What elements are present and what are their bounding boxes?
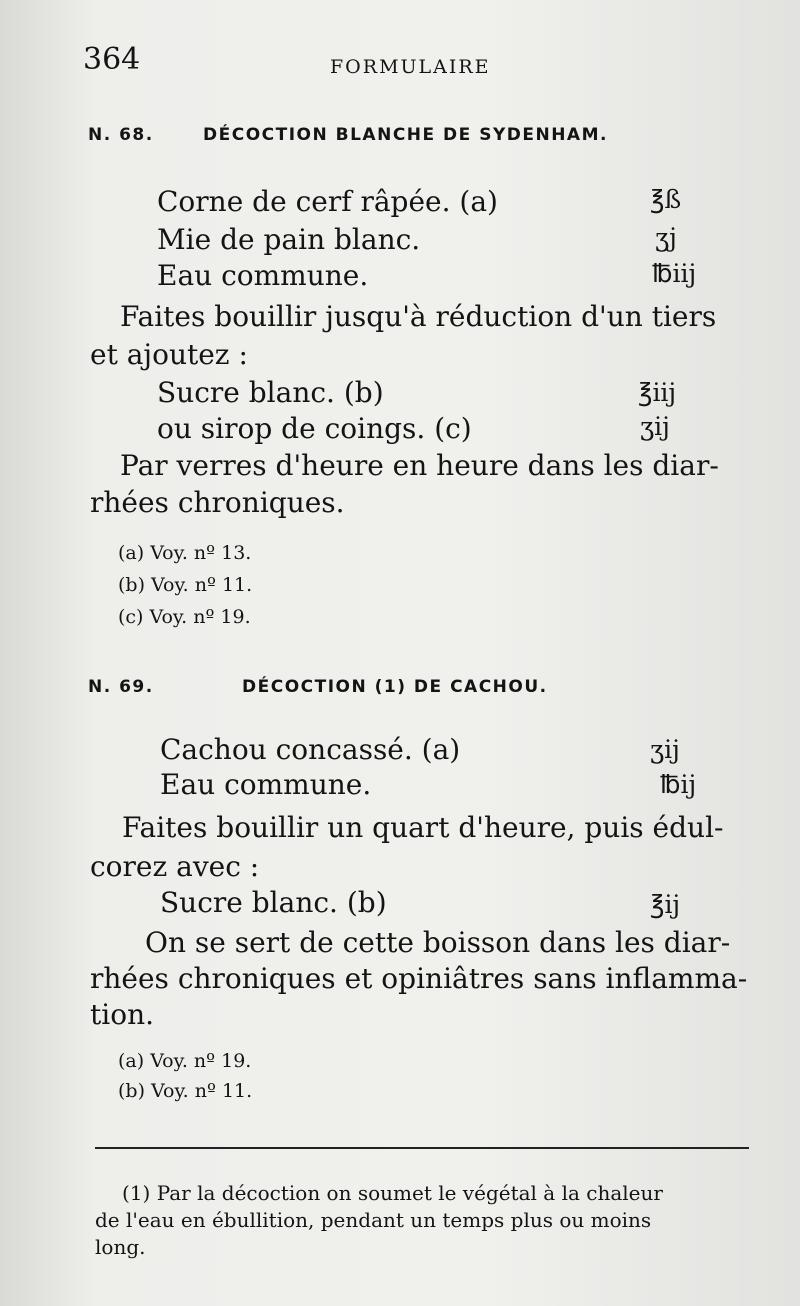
addition-name: Sucre blanc. (b) (160, 886, 387, 919)
reference-note: (b) Voy. nº 11. (118, 574, 253, 596)
reference-note: (c) Voy. nº 19. (118, 606, 251, 628)
ingredient-quantity: ℔iij (652, 259, 697, 288)
addition-quantity: ℥iij (638, 378, 677, 407)
ingredient-quantity: ℔ij (660, 770, 697, 799)
usage-line: tion. (90, 998, 154, 1031)
instruction-line: Faites bouillir un quart d'heure, puis édul- (122, 811, 724, 844)
reference-note: (a) Voy. nº 13. (118, 542, 252, 564)
ingredient-name: Eau commune. (160, 768, 372, 801)
formula-69-title: DÉCOCTION (1) DE CACHOU. (242, 677, 548, 697)
ingredient-name: Mie de pain blanc. (157, 223, 421, 256)
instruction-line: Faites bouillir jusqu'à réduction d'un tiers (120, 300, 717, 333)
ingredient-name: Eau commune. (157, 259, 369, 292)
addition-quantity: ʒij (640, 412, 670, 441)
footnote-line: long. (95, 1235, 146, 1259)
footnote-line: de l'eau en ébullition, pendant un temps plus ou moins (95, 1208, 652, 1232)
usage-line: Par verres d'heure en heure dans les diar- (120, 449, 719, 482)
page-number: 364 (83, 42, 141, 77)
usage-line: On se sert de cette boisson dans les diar- (145, 926, 731, 959)
ingredient-quantity: ʒij (650, 735, 680, 764)
ingredient-name: Cachou concassé. (a) (160, 733, 461, 766)
instruction-line: corez avec : (90, 850, 260, 883)
ingredient-name: Corne de cerf râpée. (a) (157, 185, 498, 218)
usage-line: rhées chroniques et opiniâtres sans inflamma- (90, 962, 748, 995)
ingredient-quantity: ℥ß (650, 185, 682, 214)
ingredient-quantity: ʒj (655, 223, 677, 252)
running-title: FORMULAIRE (330, 56, 491, 78)
instruction-line: et ajoutez : (90, 338, 248, 371)
addition-name: Sucre blanc. (b) (157, 376, 384, 409)
reference-note: (a) Voy. nº 19. (118, 1050, 252, 1072)
footnote-line: (1) Par la décoction on soumet le végétal à la chaleur (122, 1181, 663, 1205)
addition-name: ou sirop de coings. (c) (157, 412, 472, 445)
formula-68-number: N. 68. (88, 125, 154, 145)
formula-69-number: N. 69. (88, 677, 154, 697)
reference-note: (b) Voy. nº 11. (118, 1080, 253, 1102)
formula-68-title: DÉCOCTION BLANCHE DE SYDENHAM. (203, 125, 608, 145)
addition-quantity: ℥ij (650, 890, 681, 919)
usage-line: rhées chroniques. (90, 486, 345, 519)
footnote-divider (95, 1147, 749, 1149)
